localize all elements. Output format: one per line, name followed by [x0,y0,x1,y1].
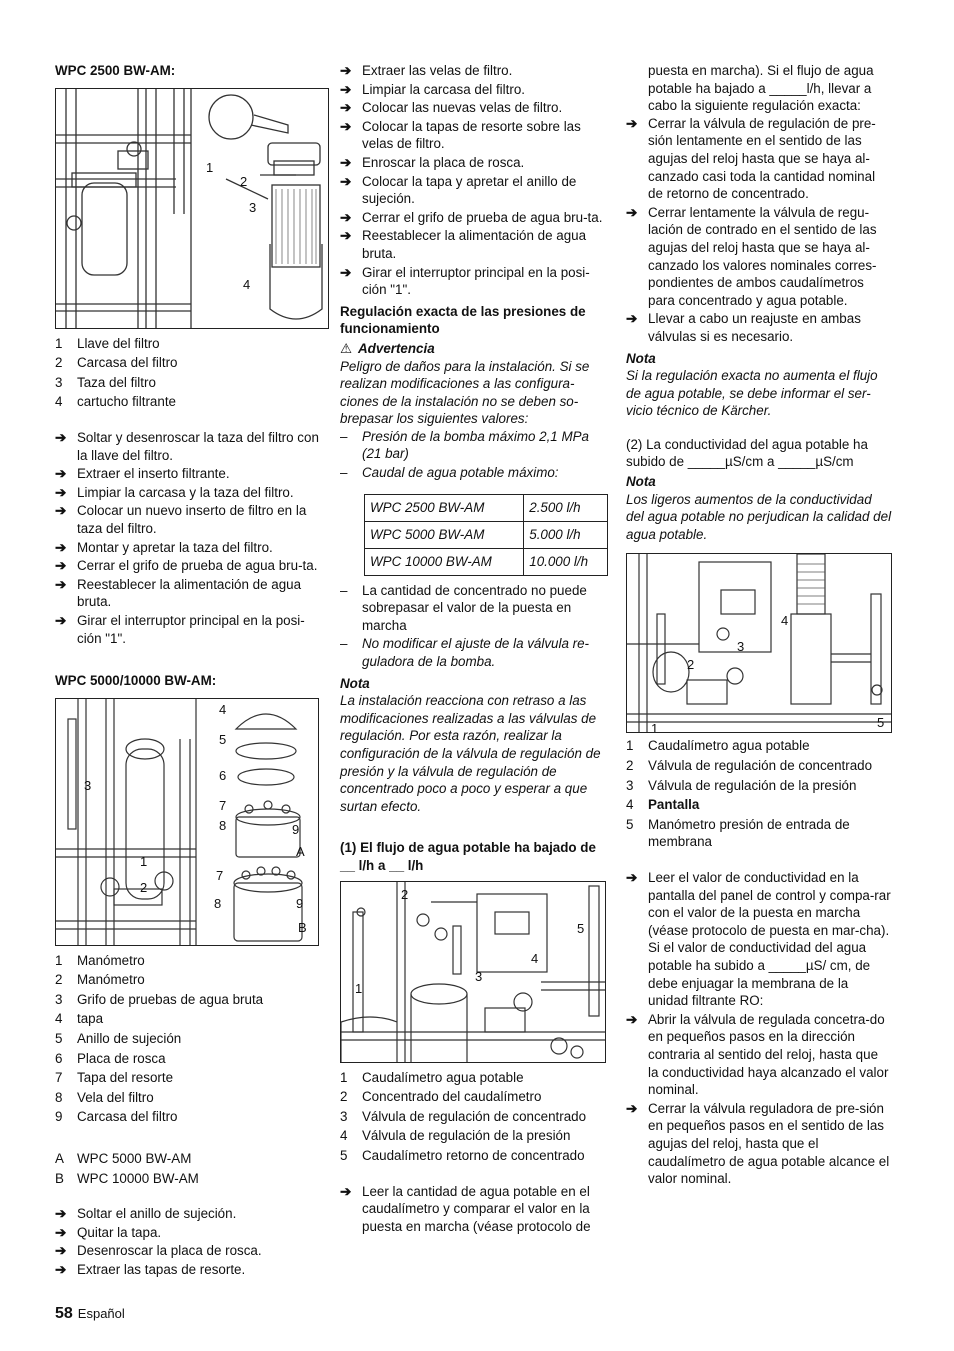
callout-7b: 7 [216,867,224,883]
step-item: ➔ Soltar y desenroscar la taza del filtro con la llave del filtro. [55,429,319,463]
callout-8: 8 [219,817,227,833]
step-item: ➔ Cerrar lentamente la válvula de regu-lación de contrado en el sentido de las agujas del reloj hasta que se haya al-canzado los valores nominales corres-pondientes de ambos caudalímetros para concentrado y agua potable. [626,204,877,308]
legend-item: 1 Caudalímetro agua potable [626,738,810,754]
arrow-icon: ➔ [55,1206,67,1222]
max-flow-table [364,494,608,576]
section-heading-wpc2500: WPC 2500 BW-AM: [55,63,176,78]
figure-legend-wpc5000 [55,952,321,1126]
column-1 [55,62,321,1280]
note-title: Nota [626,474,656,490]
arrow-icon: ➔ [340,63,352,78]
step-item: ➔ Colocar la tapa y apretar el anillo de sujeción. [340,173,577,207]
filter-housing-illustration [56,699,319,946]
arrow-icon: ➔ [55,612,67,628]
display-panel-illustration [627,554,892,733]
arrow-icon: ➔ [55,1262,67,1277]
legend-item: 2 Concentrado del caudalímetro [340,1089,542,1105]
step-item: ➔ Desenroscar la placa de rosca. [55,1243,262,1259]
filter-illustration [56,89,329,329]
section-heading-regulation: Regulación exacta de las presiones de funcionamiento [340,303,586,337]
legend-item: 2 Válvula de regulación de concentrado [626,758,873,774]
arrow-icon: ➔ [55,558,67,574]
arrow-icon: ➔ [626,311,638,327]
callout-1: 1 [206,159,214,175]
step-item: ➔ Quitar la tapa. [55,1224,162,1240]
step-item: ➔ Enroscar la placa de rosca. [340,154,525,170]
figure-flowmeters [340,881,606,1063]
arrow-icon: ➔ [55,539,67,555]
note-text: Los ligeros aumentos de la conductividad del agua potable no perjudican la calidad del agua potable. [626,491,892,542]
arrow-icon: ➔ [626,1011,638,1027]
legend-item: 4 tapa [55,1011,104,1027]
step-item: ➔ Extraer el inserto filtrante. [55,466,230,482]
section-heading-wpc5000: WPC 5000/10000 BW-AM: [55,673,217,689]
arrow-icon: ➔ [340,209,352,225]
callout-1: 1 [140,853,148,869]
table-row: WPC 5000 BW-AM 5.000 l/h [365,521,608,548]
legend-item: 3 Válvula de regulación de concentrado [340,1108,587,1124]
conductivity-paragraph: (2) La conductividad del agua potable ha subido de _____µS/cm a _____µS/cm [626,436,868,470]
steps-continued [340,62,608,299]
dash-item: – Caudal de agua potable máximo: [340,465,559,481]
legend-item: 2 Manómetro [55,972,145,988]
legend-item: 4 Válvula de regulación de la presión [340,1128,571,1144]
steps-fine-regulation [626,115,892,346]
note-title: Nota [626,350,656,366]
arrow-icon: ➔ [340,154,352,170]
step-item: ➔ Montar y apretar la taza del filtro. [55,539,273,555]
callout-B: B [298,919,307,935]
legend-item: B WPC 10000 BW-AM [55,1170,199,1186]
figure-wpc5000-filter [55,698,319,946]
steps-wpc2500 [55,429,321,647]
step-item: ➔ Girar el interruptor principal en la posi-ción "1". [340,264,590,298]
figure-legend-wpc2500 [55,335,321,411]
callout-5: 5 [219,731,227,747]
arrow-icon: ➔ [626,204,638,220]
callout-3: 3 [737,639,745,655]
legend-item: 1 Manómetro [55,952,145,968]
note-text: La instalación reacciona con retraso a las modificaciones realizadas a las válvulas de regulación. Por esta razón, realizar la configuración de la válvula de regulación de presión y la válvula de regulación de concentrado poco a poco y esperar a que surtan efecto. [340,693,601,814]
callout-2: 2 [240,173,248,189]
callout-8b: 8 [214,895,222,911]
callout-1: 1 [651,721,659,734]
step-item: ➔ Colocar las nuevas velas de filtro. [340,100,563,116]
figure-display-panel [626,553,892,733]
legend-item: 1 Llave del filtro [55,335,160,351]
continued-text: puesta en marcha). Si el flujo de agua potable ha bajado a _____l/h, llevar a cabo la siguiente regulación exacta: [648,63,874,114]
legend-item: 2 Carcasa del filtro [55,355,178,371]
step-item: ➔ Llevar a cabo un reajuste en ambas válvulas si es necesario. [626,311,861,344]
legend-item: 5 Manómetro presión de entrada de membrana [626,816,850,850]
step-item: ➔ Girar el interruptor principal en la posi-ción "1". [55,612,305,646]
callout-5: 5 [877,715,885,731]
step-item: ➔ Cerrar el grifo de prueba de agua bru-ta. [340,209,603,225]
callout-9: 9 [292,821,300,837]
step-item: ➔ Soltar el anillo de sujeción. [55,1206,237,1222]
legend-item: 3 Grifo de pruebas de agua bruta [55,991,264,1007]
control-panel-illustration [341,882,606,1063]
dash-item: – Presión de la bomba máximo 2,1 MPa (21 bar) [340,428,590,462]
step-item: ➔ Colocar un nuevo inserto de filtro en la taza del filtro. [55,503,307,536]
arrow-icon: ➔ [626,115,638,131]
note-title: Nota [340,675,370,691]
step-item: ➔ Limpiar la carcasa del filtro. [340,81,525,97]
legend-item: 7 Tapa del resorte [55,1070,174,1086]
step-item: ➔ Extraer las tapas de resorte. [55,1262,246,1277]
step-item: ➔ Reestablecer la alimentación de agua bruta. [340,228,587,261]
warning-triangle-icon: ⚠ [340,340,353,356]
step-item: ➔ Reestablecer la alimentación de agua bruta. [55,576,302,610]
arrow-icon: ➔ [55,484,67,500]
arrow-icon: ➔ [626,870,638,885]
callout-3: 3 [475,968,483,984]
step-item: ➔ Cerrar el grifo de prueba de agua bru-ta. [55,558,318,574]
legend-item: A WPC 5000 BW-AM [55,1151,192,1167]
legend-item: 3 Taza del filtro [55,374,156,390]
legend-item: 9 Carcasa del filtro [55,1109,178,1125]
callout-A: A [296,843,305,859]
arrow-icon: ➔ [55,576,67,592]
arrow-icon: ➔ [340,264,352,280]
callout-7: 7 [219,797,227,813]
arrow-icon: ➔ [55,1243,67,1259]
section-heading-flow: (1) El flujo de agua potable ha bajado de __ l/h a __ l/h [340,840,596,873]
step-item: ➔ Abrir la válvula de regulada concetra-do en pequeños pasos en la dirección contraria al sentido del reloj, hasta que la conductividad haya alcanzado el valor nominal. [626,1011,889,1098]
note-text: Si la regulación exacta no aumenta el flujo de agua potable, se debe informar el ser-vicio técnico de Kärcher. [626,368,878,419]
warning-text: Peligro de daños para la instalación. Si se realizan modificaciones a las configura-ciones de la instalación no se deben so-brepasar los siguientes valores: [340,358,590,427]
arrow-icon: ➔ [340,118,352,134]
callout-3: 3 [84,777,92,793]
callout-6: 6 [219,767,227,783]
dash-item: – No modificar el ajuste de la válvula re-guladora de la bomba. [340,636,590,670]
step-item: ➔ Colocar la tapas de resorte sobre las velas de filtro. [340,118,581,152]
step-item: ➔ Extraer las velas de filtro. [340,63,513,78]
arrow-icon: ➔ [55,429,67,445]
arrow-icon: ➔ [340,100,352,116]
callout-4: 4 [243,276,251,292]
callout-4: 4 [781,613,789,629]
callout-3: 3 [249,199,257,215]
arrow-icon: ➔ [340,173,352,189]
callout-2: 2 [687,657,695,673]
dash-item: – La cantidad de concentrado no puede sobrepasar el valor de la puesta en marcha [340,582,587,633]
page-number: 58 [55,1305,73,1322]
column-3 [626,62,892,1189]
table-row: WPC 10000 BW-AM 10.000 l/h [365,548,608,575]
step-item: ➔ Cerrar la válvula reguladora de pre-sión en pequeños pasos en el sentido de las agujas del reloj, hasta que el caudalímetro de agua potable alcance el valor nominal. [626,1100,890,1187]
arrow-icon: ➔ [55,503,67,519]
legend-item: 4 Pantalla [626,797,700,813]
arrow-icon: ➔ [340,228,352,244]
page-footer [55,1305,125,1323]
table-row: WPC 2500 BW-AM 2.500 l/h [365,494,608,521]
step-item: ➔ Cerrar la válvula de regulación de pre-sión lentamente en el sentido de las agujas del reloj hasta que se haya al-canzado casi toda la cantidad nominal de retorno de concentrado. [626,115,876,202]
legend-item: 1 Caudalímetro agua potable [340,1069,524,1085]
column-2 [340,62,608,1236]
callout-4: 4 [219,701,227,717]
arrow-icon: ➔ [340,1183,352,1199]
callout-5: 5 [577,920,585,936]
callout-9b: 9 [296,895,304,911]
step-item: ➔ Leer la cantidad de agua potable en el caudalímetro y comparar el valor en la puesta en marcha (véase protocolo de [340,1183,591,1234]
figure-legend-flowmeters [340,1069,608,1165]
callout-1: 1 [355,980,363,996]
legend-item: 3 Válvula de regulación de la presión [626,777,857,793]
footer-language: Español [77,1306,125,1321]
warning-title: ⚠ Advertencia [340,340,435,356]
steps-conductivity [626,869,892,1188]
arrow-icon: ➔ [55,1224,67,1240]
arrow-icon: ➔ [626,1100,638,1116]
legend-item: 8 Vela del filtro [55,1089,154,1105]
arrow-icon: ➔ [340,81,352,97]
step-item: ➔ Limpiar la carcasa y la taza del filtro. [55,484,294,500]
legend-item: 6 Placa de rosca [55,1050,166,1066]
legend-item: 5 Anillo de sujeción [55,1031,182,1047]
callout-2: 2 [401,886,409,902]
callout-2: 2 [140,879,148,895]
legend-item: 4 cartucho filtrante [55,394,176,410]
figure-legend-display [626,737,892,851]
figure-wpc2500-filter [55,88,329,329]
steps-wpc5000 [55,1205,321,1278]
step-item: ➔ Leer el valor de conductividad en la pantalla del panel de control y compa-rar con el valor de la puesta en marcha (véase protocolo de puesta en mar-cha). Si el valor de conductividad del agua potable ha subido a _____µS/ cm, de debe enjuagar la membrana de la unidad filtrante RO: [626,870,891,1009]
legend-item: 5 Caudalímetro retorno de concentrado [340,1147,585,1163]
arrow-icon: ➔ [55,466,67,482]
callout-4: 4 [531,950,539,966]
figure-variants [55,1150,321,1187]
